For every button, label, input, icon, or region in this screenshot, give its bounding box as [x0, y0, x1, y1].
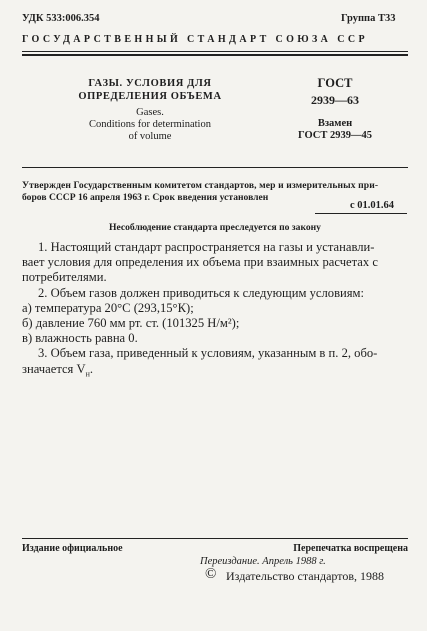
title-en-line1: Gases. — [136, 107, 164, 118]
clause-2-item-c: в) влажность равна 0. — [22, 331, 138, 346]
gost-number: 2939—63 — [311, 93, 359, 107]
copyright-icon: © — [205, 566, 217, 582]
effective-date-rule — [315, 213, 407, 214]
title-ru-line2: ОПРЕДЕЛЕНИЯ ОБЪЕМА — [78, 91, 222, 102]
approval-line1: Утвержден Государственным комитетом стандартов, мер и измерительных при- — [22, 180, 379, 191]
group-code: Группа Т33 — [341, 13, 396, 24]
clause-2-line1: 2. Объем газов должен приводиться к следующим условиям: — [38, 285, 365, 300]
clause-3-subscript: н — [85, 369, 90, 379]
copyright-text: Издательство стандартов, 1988 — [226, 569, 384, 583]
title-rule — [22, 167, 408, 168]
udk-code: УДК 533:006.354 — [22, 13, 100, 24]
title-ru-line1: ГАЗЫ. УСЛОВИЯ ДЛЯ — [88, 78, 212, 89]
replaces-value: ГОСТ 2939—45 — [298, 130, 372, 141]
reprint-forbidden: Перепечатка воспрещена — [293, 543, 408, 554]
clause-1-line2: вает условия для определения их объема при взаимных расчетах с — [22, 255, 378, 270]
header-rule-thick — [22, 54, 408, 56]
title-en-line3: of volume — [128, 131, 172, 142]
clause-2-item-a: а) температура 20°С (293,15°К); — [22, 300, 194, 315]
state-standard-heading: ГОСУДАРСТВЕННЫЙ СТАНДАРТ СОЮЗА ССР — [22, 34, 368, 45]
clause-3-line2 — [22, 362, 408, 382]
footer-rule — [22, 538, 408, 539]
reissue-note: Переиздание. Апрель 1988 г. — [200, 556, 326, 567]
clause-1-line3: потребителями. — [22, 270, 107, 285]
approval-line2: боров СССР 16 апреля 1963 г. Срок введения установлен — [22, 192, 269, 203]
title-en-line2: Conditions for determination — [89, 119, 211, 130]
clause-2-item-b: б) давление 760 мм рт. ст. (101325 Н/м²); — [22, 316, 240, 331]
gost-label: ГОСТ — [317, 76, 353, 90]
clause-1-line1: 1. Настоящий стандарт распространяется на газы и устанавли- — [38, 240, 375, 254]
official-edition: Издание официальное — [22, 543, 123, 554]
header-rule-thin — [22, 51, 408, 52]
law-notice: Несоблюдение стандарта преследуется по закону — [109, 222, 321, 233]
replaces-label: Взамен — [317, 118, 353, 129]
clause-3-suffix: . — [89, 361, 94, 376]
clause-3-line1: 3. Объем газа, приведенный к условиям, указанным в п. 2, обо- — [38, 346, 378, 361]
effective-date: с 01.01.64 — [350, 200, 395, 211]
standard-body — [22, 240, 408, 381]
clause-3-prefix: значается V — [22, 361, 86, 376]
